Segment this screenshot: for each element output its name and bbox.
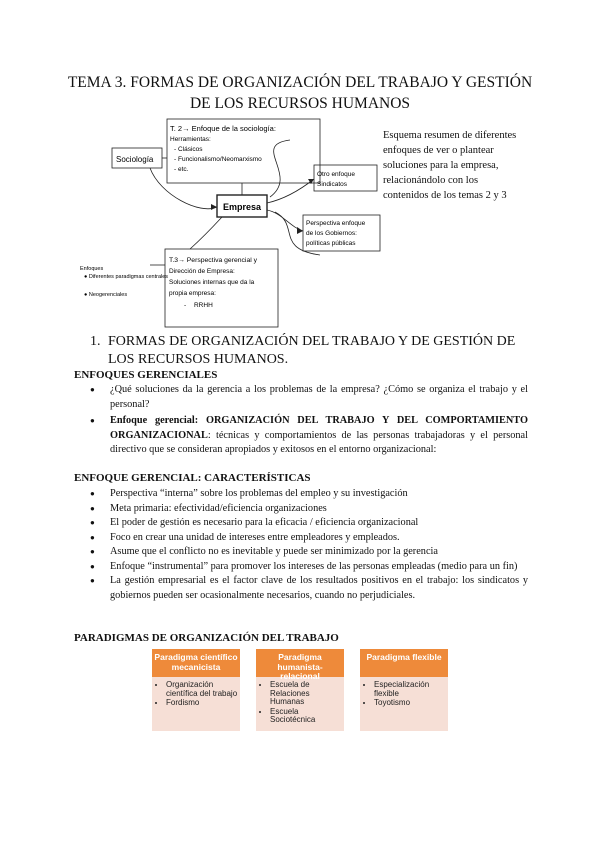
section-1-heading — [90, 333, 540, 369]
section-number: 1. — [90, 334, 101, 349]
perspectiva-line: Perspectiva enfoque — [306, 220, 366, 227]
list-item: ● Enfoque gerencial: ORGANIZACIÓN DEL TRABAJO Y DEL COMPORTAMIENTO ORGANIZACIONAL: técnicas y comportamientos de las personas trabajadoras y el personal directivo que se consideran apropiados y exitosos en el entorno organizacional: — [90, 414, 528, 458]
card-item: • Escuela de Relaciones Humanas — [270, 681, 344, 707]
list-item: ● Asume que el conflicto no es inevitable y puede ser minimizado por la gerencia — [90, 545, 528, 560]
list-item: ● Foco en crear una unidad de intereses entre empleadores y empleados. — [90, 531, 528, 546]
caracteristicas-list — [90, 487, 528, 603]
caption-line: soluciones para la empresa, — [383, 160, 499, 171]
perspectiva-line: de los Gobiernos: — [306, 230, 357, 237]
perspectiva-line: políticas públicas — [306, 240, 356, 247]
enfoques-item: ● Neogerenciales — [84, 292, 128, 298]
t3-line: Dirección de Empresa: — [169, 268, 235, 275]
card-item: • Especialización flexible — [374, 681, 448, 698]
caption-line: Esquema resumen de diferentes — [383, 130, 517, 141]
caption-line: relacionándolo con los — [383, 175, 479, 186]
enfoques-label: Enfoques — [80, 266, 104, 272]
paradigm-card — [360, 649, 448, 731]
enfoques-heading: ENFOQUES GERENCIALES — [74, 369, 218, 381]
card-item: • Escuela Sociotécnica — [270, 708, 344, 725]
t2-item: - Funcionalismo/Neomarxismo — [174, 156, 262, 163]
paradigm-card — [256, 649, 344, 731]
card-item: • Toyotismo — [374, 699, 448, 708]
list-item: ● Enfoque “instrumental” para promover los intereses de las personas empleadas (medio para un fin) — [90, 560, 528, 575]
paradigmas-heading: PARADIGMAS DE ORGANIZACIÓN DEL TRABAJO — [74, 632, 339, 644]
list-item: ● La gestión empresarial es el factor clave de los resultados positivos en el trabajo: los sindicatos y gobiernos pueden ser ocasionalmente necesarios, cuando no perjudiciales. — [90, 574, 528, 603]
list-item: ● Perspectiva “interna” sobre los problemas del empleo y su investigación — [90, 487, 528, 502]
list-item: ● El poder de gestión es necesario para la eficacia / eficiencia organizacional — [90, 516, 528, 531]
paradigm-card — [152, 649, 240, 731]
card-title: Paradigma flexible — [360, 649, 448, 677]
t2-item: - Clásicos — [174, 146, 203, 153]
card-title: Paradigma científico mecanicista — [152, 649, 240, 677]
otro-line-2: Sindicatos — [317, 181, 347, 188]
card-item: • Organización científica del trabajo — [166, 681, 240, 698]
enfoques-item: ● Diferentes paradigmas centrales — [84, 274, 169, 280]
paradigm-cards — [152, 649, 448, 731]
list-item: ● Meta primaria: efectividad/eficiencia organizaciones — [90, 502, 528, 517]
title-line-1: TEMA 3. FORMAS DE ORGANIZACIÓN DEL TRABAJO Y GESTIÓN — [67, 74, 533, 91]
enfoques-list — [90, 383, 528, 458]
t2-heading: T. 2→ Enfoque de la sociología: — [170, 124, 276, 133]
card-title: Paradigma humanista-relacional — [256, 649, 344, 677]
t3-line: Soluciones internas que da la — [169, 279, 255, 286]
otro-line-1: Otro enfoque — [317, 171, 355, 178]
t2-item: - etc. — [174, 166, 189, 173]
list-item: ● ¿Qué soluciones da la gerencia a los problemas de la empresa? ¿Cómo se organiza el trabajo y el personal? — [90, 383, 528, 412]
page-title — [40, 72, 560, 114]
caption-line: enfoques de ver o plantear — [383, 145, 494, 156]
sociologia-label: Sociología — [116, 155, 154, 164]
title-line-2: DE LOS RECURSOS HUMANOS — [189, 95, 411, 112]
caption-line: contenidos de los temas 2 y 3 — [383, 190, 507, 201]
section-title: FORMAS DE ORGANIZACIÓN DEL TRABAJO Y DE GESTIÓN DE LOS RECURSOS HUMANOS. — [108, 334, 516, 367]
caracteristicas-heading: ENFOQUE GERENCIAL: CARACTERÍSTICAS — [74, 472, 311, 484]
card-item: • Fordismo — [166, 699, 240, 708]
diagram-caption — [383, 128, 563, 203]
t2-sub: Herramientas: — [170, 136, 211, 143]
t3-item: - RRHH — [184, 302, 213, 309]
t3-line: T.3→ Perspectiva gerencial y — [169, 257, 258, 264]
empresa-label: Empresa — [223, 202, 262, 212]
t3-line: propia empresa: — [169, 290, 216, 297]
